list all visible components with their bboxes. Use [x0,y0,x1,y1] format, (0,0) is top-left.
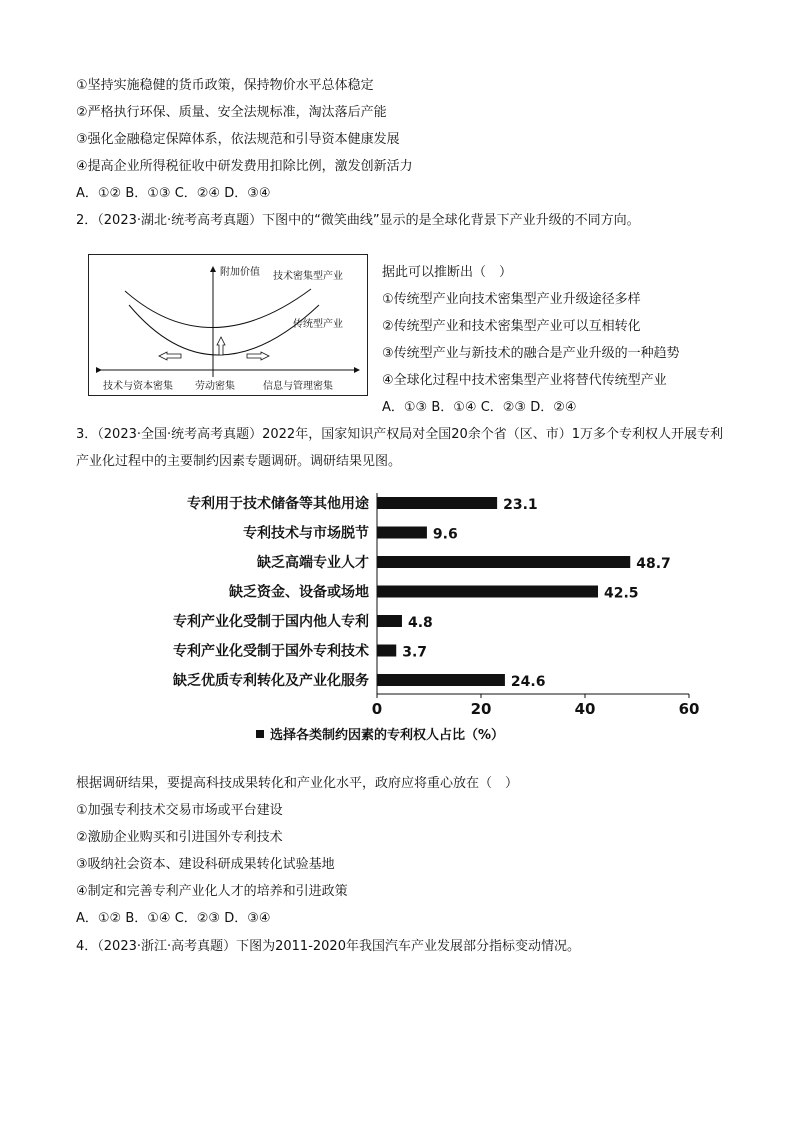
q2-prompt: 据此可以推断出（ ） [382,265,513,280]
category-label: 专利产业化受制于国外专利技术 [173,643,369,660]
bar [377,497,497,509]
category-label: 专利产业化受制于国内他人专利 [173,614,369,630]
q3-option-1: ①加强专利技术交易市场或平台建设 [76,803,283,818]
q2-option-2: ②传统型产业和技术密集型产业可以互相转化 [382,319,641,334]
smile-curve-svg [89,255,367,395]
smile-curve-diagram [88,254,368,396]
up-arrow-icon [217,337,225,355]
left-arrow-icon [159,352,181,360]
q1-option-4: ④提高企业所得税征收中研发费用扣除比例，激发创新活力 [76,159,413,174]
curve-bottom-label: 传统型产业 [293,319,343,330]
q1-option-3: ③强化金融稳定保障体系，依法规范和引导资本健康发展 [76,132,400,147]
curve-top-label: 技术密集型产业 [273,271,343,282]
q2-option-1: ①传统型产业向技术密集型产业升级途径多样 [382,292,641,307]
value-label: 23.1 [503,497,538,513]
category-label: 缺乏资金、设备或场地 [229,584,369,601]
value-label: 3.7 [402,644,428,661]
x-tick-label: 60 [678,700,700,718]
right-arrow-icon [247,352,269,360]
bar [377,674,505,686]
x-left-label: 技术与资本密集 [103,381,173,392]
value-label: 9.6 [432,526,458,543]
q3-option-2: ②激励企业购买和引进国外专利技术 [76,830,283,845]
q2-answers: A．①③ B．①④ C．②③ D．②④ [382,400,577,415]
q3-option-4: ④制定和完善专利产业化人才的培养和引进政策 [76,884,348,899]
value-label: 42.5 [604,585,639,602]
q4-stem: 4．（2023·浙江·高考真题）下图为2011-2020年我国汽车产业发展部分指标变动情况。 [76,939,580,954]
bar [377,556,630,568]
value-label: 48.7 [636,556,671,572]
category-label: 缺乏优质专利转化及产业化服务 [173,673,369,689]
q2-stem: 2．（2023·湖北·统考高考真题）下图中的“微笑曲线”显示的是全球化背景下产业升级的不同方向。 [76,213,640,228]
x-tick-label: 40 [574,700,596,718]
x-right-label: 信息与管理密集 [263,381,333,392]
q2-option-3: ③传统型产业与新技术的融合是产业升级的一种趋势 [382,346,680,361]
q3-option-3: ③吸纳社会资本、建设科研成果转化试验基地 [76,857,335,872]
category-label: 专利技术与市场脱节 [243,525,369,542]
y-axis-label: 附加价值 [220,267,260,278]
q3-prompt: 根据调研结果，要提高科技成果转化和产业化水平，政府应将重心放在（ ） [76,776,519,791]
x-tick-label: 0 [371,700,383,718]
legend-swatch [256,730,264,738]
value-label: 4.8 [407,615,433,631]
q2-option-4: ④全球化过程中技术密集型产业将替代传统型产业 [382,373,667,388]
legend-label: 选择各类制约因素的专利权人占比（%） [270,728,505,743]
tech-curve [125,289,311,328]
category-label: 缺乏高端专业人才 [257,555,369,571]
q1-option-1: ①坚持实施稳健的货币政策，保持物价水平总体稳定 [76,78,374,93]
bar [377,527,427,539]
q1-option-2: ②严格执行环保、质量、安全法规标准，淘汰落后产能 [76,105,387,120]
x-tick-label: 20 [470,700,492,718]
x-mid-label: 劳动密集 [195,381,235,392]
bar-chart [80,483,720,753]
q1-answers: A．①② B．①③ C．②④ D．③④ [76,186,271,201]
bar [377,615,402,627]
bar [377,645,396,657]
q3-stem: 3．（2023·全国·统考高考真题）2022年，国家知识产权局对全国20余个省（区、市）1万多个专利权人开展专利产业化过程中的主要制约因素专题调研。调研结果见图。 [76,427,724,469]
bar [377,586,598,598]
value-label: 24.6 [510,674,546,690]
q3-answers: A．①② B．①④ C．②③ D．③④ [76,911,271,926]
category-label: 专利用于技术储备等其他用途 [187,496,369,512]
traditional-curve [129,305,319,355]
